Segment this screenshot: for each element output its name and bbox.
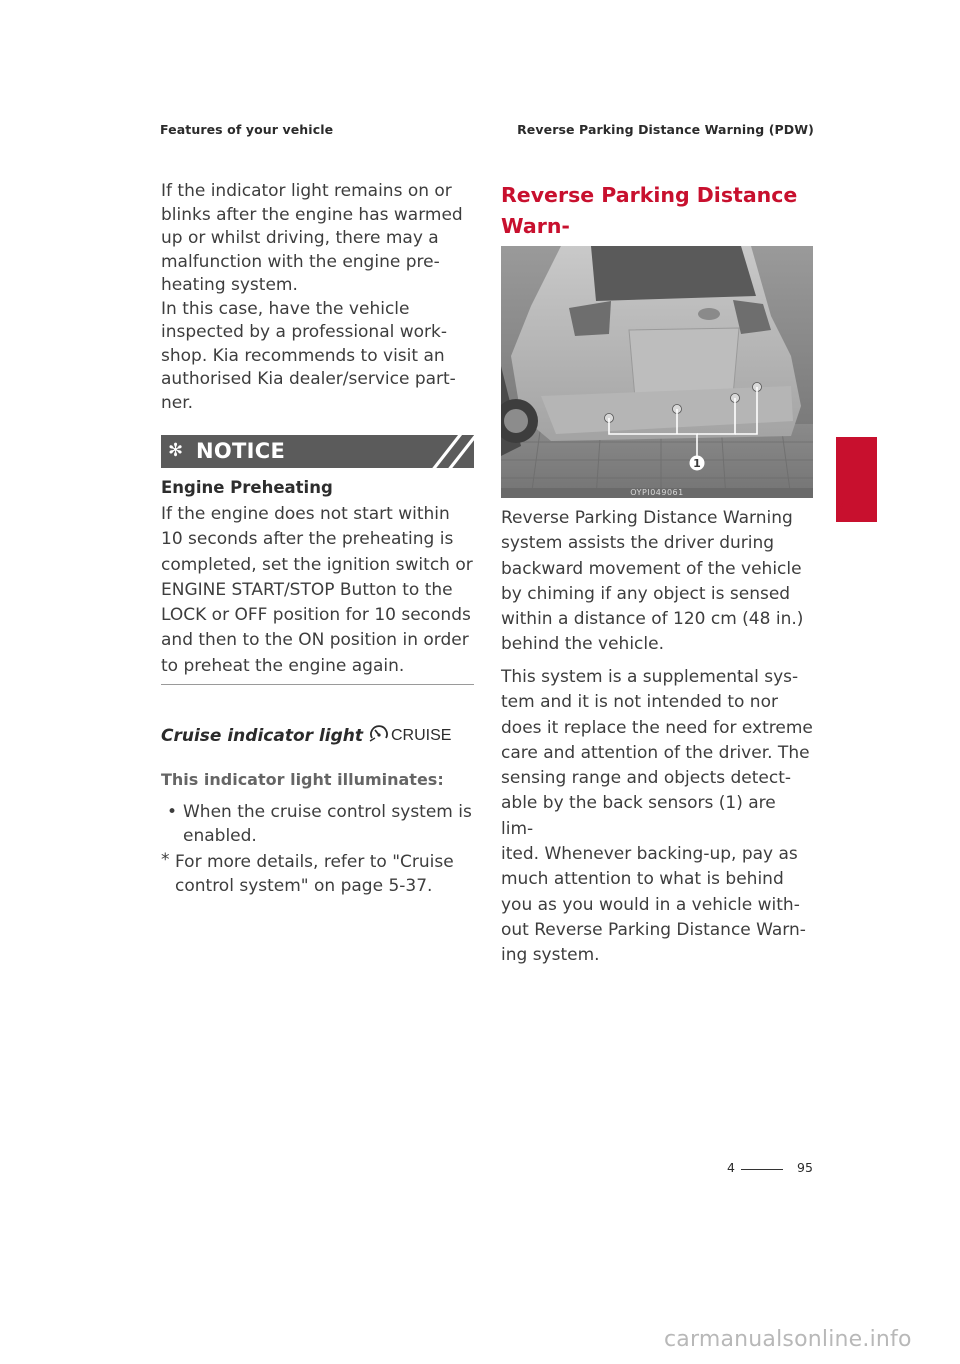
text-line: Reverse Parking Distance Warning xyxy=(501,508,793,528)
list-item xyxy=(167,800,472,848)
illuminates-heading: This indicator light illuminates: xyxy=(161,770,444,789)
text-line: In this case, have the vehicle xyxy=(161,298,410,319)
text-line: For more details, refer to "Cruise xyxy=(175,852,454,872)
cruise-title-text: Cruise indicator light xyxy=(161,725,363,746)
text-line: enabled. xyxy=(183,826,257,846)
text-line: When the cruise control system is xyxy=(183,802,472,822)
pdw-supplemental-paragraph xyxy=(501,665,813,969)
text-line: sensing range and objects detect- xyxy=(501,768,792,789)
text-line: control system" on page 5-37. xyxy=(175,876,433,896)
text-line: completed, set the ignition switch or xyxy=(161,554,473,575)
title-line: Reverse Parking Distance Warn- xyxy=(501,183,798,238)
text-line: This system is a supplemental sys- xyxy=(501,667,799,687)
text-line: system assists the driver during xyxy=(501,533,775,554)
text-line: out Reverse Parking Distance Warn- xyxy=(501,919,806,940)
text-line: tem and it is not intended to nor xyxy=(501,692,778,713)
chapter-tab-number: 4 xyxy=(838,498,851,519)
bullet-icon: • xyxy=(167,802,178,822)
text-line: much attention to what is behind xyxy=(501,869,784,890)
text-line: inspected by a professional work- xyxy=(161,322,448,342)
text-line: ited. Whenever backing-up, pay as xyxy=(501,844,798,865)
text-line: 10 seconds after the preheating is xyxy=(161,529,454,550)
notice-body xyxy=(161,502,475,679)
text-line: ing system. xyxy=(501,945,600,966)
text-line: authorised Kia dealer/service part- xyxy=(161,369,456,389)
text-line: does it replace the need for extreme xyxy=(501,717,813,738)
notice-star-icon: ✻ xyxy=(168,440,184,461)
text-line: you as you would in a vehicle with- xyxy=(501,894,800,915)
callout-number: 1 xyxy=(693,457,701,470)
cross-reference-note xyxy=(161,850,466,898)
speedometer-icon xyxy=(369,724,389,747)
asterisk-icon: * xyxy=(161,850,170,870)
text-line: If the engine does not start within xyxy=(161,504,450,524)
text-line: able by the back sensors (1) are lim- xyxy=(501,793,776,839)
text-line: shop. Kia recommends to visit an xyxy=(161,345,445,366)
text-line: by chiming if any object is sensed xyxy=(501,583,791,604)
text-line: and then to the ON position in order xyxy=(161,630,469,651)
notice-banner xyxy=(161,435,474,468)
text-line: malfunction with the engine pre- xyxy=(161,251,440,272)
pdw-description-paragraph xyxy=(501,506,813,658)
running-header-left: Features of your vehicle xyxy=(160,122,334,137)
vehicle-rear-illustration xyxy=(501,246,813,498)
footer-rule xyxy=(741,1169,783,1170)
watermark: carmanualsonline.info xyxy=(664,1327,912,1352)
text-line: up or whilst driving, there may a xyxy=(161,228,439,248)
text-line: ENGINE START/STOP Button to the xyxy=(161,579,453,600)
text-line: LOCK or OFF position for 10 seconds xyxy=(161,605,471,626)
rear-bumper-sensor-photo xyxy=(501,246,813,498)
text-line: care and attention of the driver. The xyxy=(501,742,810,763)
text-line: ner. xyxy=(161,392,194,413)
running-header-right: Reverse Parking Distance Warning (PDW) xyxy=(517,122,814,137)
image-code: OYPI049061 xyxy=(501,488,813,498)
text-line: behind the vehicle. xyxy=(501,634,664,655)
section-divider xyxy=(161,684,474,685)
text-line: to preheat the engine again. xyxy=(161,655,405,676)
text-line: within a distance of 120 cm (48 in.) xyxy=(501,609,804,630)
cruise-section-title xyxy=(161,724,451,747)
notice-label: NOTICE xyxy=(196,439,286,463)
text-line: If the indicator light remains on or xyxy=(161,181,452,201)
notice-title: Engine Preheating xyxy=(161,478,333,497)
cruise-icon-label: CRUISE xyxy=(391,726,452,744)
footer-chapter: 4 xyxy=(727,1160,735,1175)
page-number: 95 xyxy=(797,1160,813,1175)
text-line: backward movement of the vehicle xyxy=(501,558,802,579)
text-line: heating system. xyxy=(161,275,298,295)
preheat-malfunction-paragraph xyxy=(161,180,475,415)
text-line: blinks after the engine has warmed xyxy=(161,204,463,225)
